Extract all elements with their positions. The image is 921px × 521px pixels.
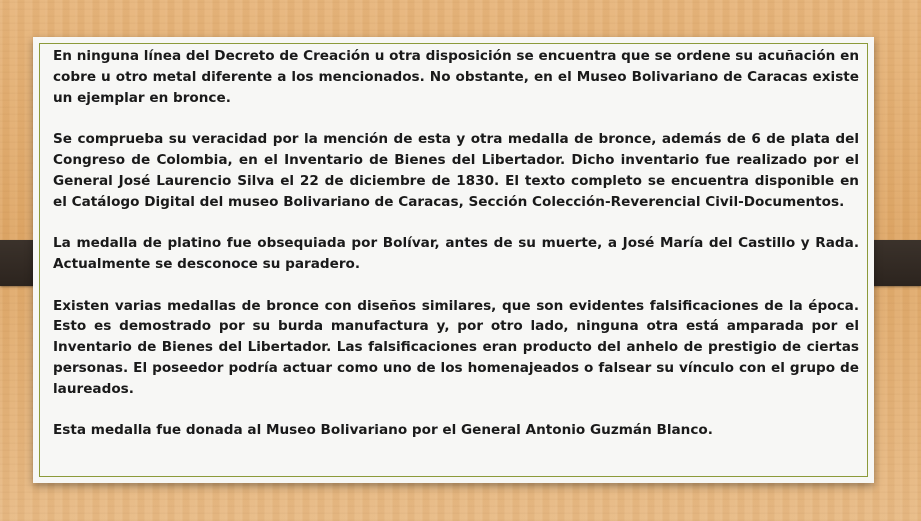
paragraph-forgeries: Existen varias medallas de bronce con diseños similares, que son evidentes falsificaciones de la época. Esto es demostrado por su burda manufactura y, por otro lado, ninguna otra está amparada por el Inventario de Bienes del Libertador. Las falsificaciones eran producto del anhelo de prestigio de ciertas personas. El poseedor podría actuar como uno de los homenajeados o falsear su vínculo con el grupo de laureados.: [53, 297, 859, 397]
paragraph-inventory: Se comprueba su veracidad por la mención de esta y otra medalla de bronce, además de 6 de plata del Congreso de Colombia, en el Inventario de Bienes del Libertador. Dicho inventario fue realizado por el General José Laurencio Silva el 22 de diciembre de 1830. El texto completo se encuentra disponible en el Catálogo Digital del museo Bolivariano de Caracas, Sección Colección-Reverencial Civil-Documentos.: [53, 131, 859, 210]
paragraph-decree: En ninguna línea del Decreto de Creación u otra disposición se encuentra que se ordene su acuñación en cobre u otro metal diferente a los mencionados. No obstante, en el Museo Bolivariano de Caracas existe un ejemplar en bronce.: [53, 48, 859, 106]
text-card: [33, 37, 874, 483]
paragraph-platinum-medal: La medalla de platino fue obsequiada por Bolívar, antes de su muerte, a José María del Castillo y Rada. Actualmente se desconoce su paradero.: [53, 235, 859, 272]
paragraph-donation: Esta medalla fue donada al Museo Bolivariano por el General Antonio Guzmán Blanco.: [53, 422, 713, 439]
card-text-body: [53, 46, 859, 441]
